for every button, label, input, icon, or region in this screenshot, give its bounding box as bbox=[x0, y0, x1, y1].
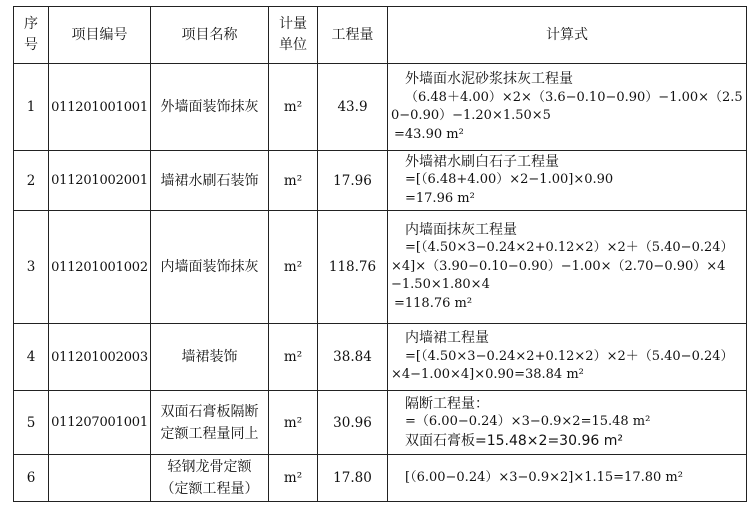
cell-qty: 30.96 bbox=[318, 391, 388, 455]
header-qty: 工程量 bbox=[318, 7, 388, 64]
table-row bbox=[14, 151, 747, 211]
header-row bbox=[14, 7, 747, 64]
cell-name: 内墙面装饰抹灰 bbox=[151, 211, 269, 324]
cell-unit: m² bbox=[269, 64, 318, 151]
formula-line: 外墙裙水刷白石子工程量 bbox=[405, 153, 559, 170]
quantity-table-page bbox=[13, 6, 746, 502]
cell-qty: 43.9 bbox=[318, 64, 388, 151]
formula-line: （6.48＋4.00）×2×（3.6−0.10−0.90）−1.00×（2.50−0.90）−1.20×1.50×5 bbox=[391, 89, 743, 123]
header-formula: 计算式 bbox=[388, 7, 747, 64]
cell-name: 墙裙装饰 bbox=[151, 324, 269, 391]
cell-seq: 2 bbox=[14, 151, 49, 211]
table-row bbox=[14, 455, 747, 502]
header-seq: 序号 bbox=[14, 7, 49, 64]
cell-code: 011201002001 bbox=[49, 151, 151, 211]
cell-seq: 5 bbox=[14, 391, 49, 455]
table-row bbox=[14, 324, 747, 391]
cell-unit: m² bbox=[269, 455, 318, 502]
formula-line: =[（4.50×3−0.24×2+0.12×2）×2＋（5.40−0.24）×4−1.00×4]×0.90=38.84 m² bbox=[391, 348, 734, 383]
cell-formula bbox=[388, 455, 747, 502]
formula-line: 内墙裙工程量 bbox=[405, 330, 489, 347]
table-row bbox=[14, 64, 747, 151]
engineering-quantity-table bbox=[13, 6, 747, 502]
cell-name: 双面石膏板隔断定额工程量同上 bbox=[151, 391, 269, 455]
cell-formula bbox=[388, 151, 747, 211]
header-code: 项目编号 bbox=[49, 7, 151, 64]
header-name: 项目名称 bbox=[151, 7, 269, 64]
cell-qty: 118.76 bbox=[318, 211, 388, 324]
cell-formula bbox=[388, 211, 747, 324]
formula-line: =（6.00−0.24）×3−0.9×2=15.48 m² bbox=[405, 414, 651, 430]
cell-qty: 17.96 bbox=[318, 151, 388, 211]
cell-seq: 6 bbox=[14, 455, 49, 502]
cell-qty: 17.80 bbox=[318, 455, 388, 502]
cell-code bbox=[49, 455, 151, 502]
formula-line: 外墙面水泥砂浆抹灰工程量 bbox=[405, 71, 573, 87]
cell-qty: 38.84 bbox=[318, 324, 388, 391]
header-unit: 计量单位 bbox=[269, 7, 318, 64]
cell-seq: 1 bbox=[14, 64, 49, 151]
cell-code: 011201002003 bbox=[49, 324, 151, 391]
formula-line: =17.96 m² bbox=[405, 190, 475, 206]
cell-unit: m² bbox=[269, 211, 318, 324]
formula-line: =118.76 m² bbox=[394, 295, 473, 311]
cell-unit: m² bbox=[269, 391, 318, 455]
cell-seq: 3 bbox=[14, 211, 49, 324]
cell-unit: m² bbox=[269, 151, 318, 211]
cell-code: 011201001002 bbox=[49, 211, 151, 324]
formula-line: [（6.00−0.24）×3−0.9×2]×1.15=17.80 m² bbox=[405, 469, 683, 485]
formula-line: =[（6.48+4.00）×2−1.00]×0.90 bbox=[405, 172, 614, 188]
cell-formula bbox=[388, 324, 747, 391]
cell-seq: 4 bbox=[14, 324, 49, 391]
cell-name: 轻钢龙骨定额（定额工程量） bbox=[151, 455, 269, 502]
cell-unit: m² bbox=[269, 324, 318, 391]
cell-name: 外墙面装饰抹灰 bbox=[151, 64, 269, 151]
formula-line: 双面石膏板=15.48×2=30.96 m² bbox=[405, 432, 623, 449]
cell-code: 011207001001 bbox=[49, 391, 151, 455]
cell-code: 011201001001 bbox=[49, 64, 151, 151]
cell-name: 墙裙水刷石装饰 bbox=[151, 151, 269, 211]
formula-line: =43.90 m² bbox=[394, 126, 464, 142]
formula-line: =[（4.50×3−0.24×2+0.12×2）×2＋（5.40−0.24）×4]×（3.90−0.10−0.90）−1.00×（2.70−0.90）×4−1.50×1.80×4 bbox=[391, 240, 734, 293]
formula-line: 内墙面抹灰工程量 bbox=[405, 221, 517, 238]
formula-line: 隔断工程量： bbox=[405, 395, 489, 412]
table-row bbox=[14, 391, 747, 455]
cell-formula bbox=[388, 64, 747, 151]
table-row bbox=[14, 211, 747, 324]
cell-formula bbox=[388, 391, 747, 455]
